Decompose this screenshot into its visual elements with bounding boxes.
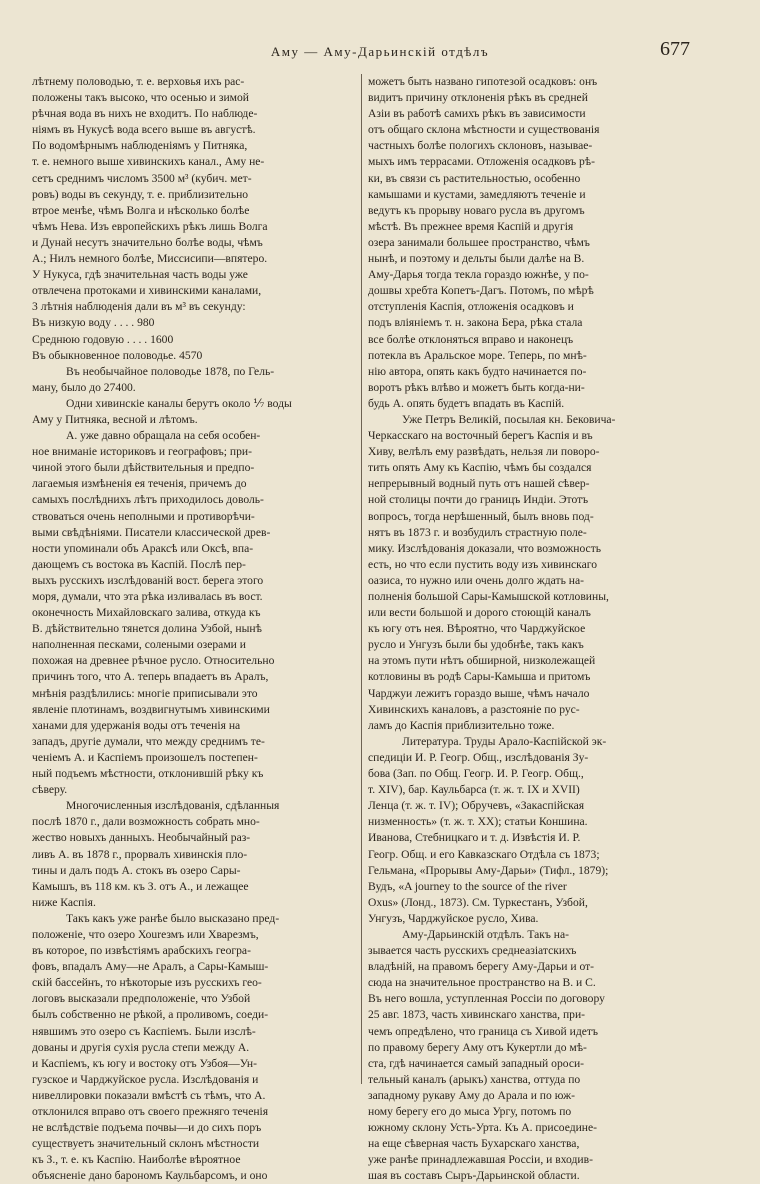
text-line: Аму-Дарьинскій отдѣлъ. Такъ на- [402, 927, 570, 941]
text-line: спедиціи И. Р. Геогр. Общ., изслѣдованія Зу- [368, 750, 589, 764]
text-line: сюда на значительное пространство на В. и С. [368, 976, 596, 990]
text-line: вопросъ, тогда нерѣшенный, былъ вновь под- [368, 509, 594, 523]
text-line: ламъ до Каспія приблизительно тоже. [368, 718, 555, 732]
text-line: Азіи въ работѣ самихъ рѣкъ въ зависимости [368, 107, 586, 121]
text-line: по правому берегу Аму отъ Кукертли до мѣ- [368, 1040, 587, 1054]
text-line: Въ низкую воду . . . . 980 [32, 316, 155, 330]
text-line: ствоваться очень неполными и противорѣчи- [32, 509, 255, 523]
text-line: явленіе плотинамъ, воздвигнутымъ хивинскими [32, 702, 270, 716]
text-line: Чарджуи лежитъ гораздо выше, чѣмъ начало [368, 686, 590, 700]
text-line: Многочисленныя изслѣдованія, сдѣланныя [66, 799, 280, 813]
text-line: воротъ рѣкъ влѣво и можетъ быть когда-ни- [368, 380, 585, 394]
text-line: ности упоминали объ Араксѣ или Оксѣ, впа- [32, 541, 254, 555]
text-line: ведутъ къ прорыву новаго русла въ другомъ [368, 203, 585, 217]
text-line: мику. Изслѣдованія доказали, что возможность [368, 541, 602, 555]
text-line: т. е. немного выше хивинскихъ канал., Аму не- [32, 155, 265, 169]
text-line: По водомѣрнымъ наблюденіямъ у Питняка, [32, 139, 248, 153]
text-line: нынѣ, и поэтому и дельты были далѣе на В. [368, 252, 585, 266]
text-line: дошвы хребта Копетъ-Дагъ. Потомъ, по мѣрѣ [368, 284, 594, 298]
text-line: мѣстѣ. Въ прежнее время Каспій и другія [368, 219, 574, 233]
text-line: Камышъ, въ 118 км. къ З. отъ А., и лежащее [32, 879, 249, 893]
text-line: отступленія Каспія, отложенія осадковъ и [368, 300, 574, 314]
text-line: 25 авг. 1873, часть хивинскаго ханства, при- [368, 1008, 586, 1022]
text-line: Одни хивинскіе каналы берутъ около ⅐ воды [66, 396, 292, 410]
text-line: Вудъ, «A journey to the source of the river [368, 879, 567, 893]
text-line: Аму у Питняка, весной и лѣтомъ. [32, 412, 198, 426]
text-line: русло и Унгузъ были бы удобнѣе, такъ какъ [368, 638, 584, 652]
text-line: выхъ русскихъ изслѣдованій вост. берега этого [32, 573, 264, 587]
text-line: В. дѣйствительно тянется долина Узбой, нынѣ [32, 622, 262, 636]
text-line: уже ранѣе принадлежавшая Россіи, и входив- [368, 1153, 593, 1167]
text-line: камышами и кустами, замедляютъ теченіе и [368, 187, 586, 201]
text-line: въ которое, по извѣстіямъ арабскихъ геогра- [32, 944, 251, 958]
text-line: или вести большой и дорого стоющій каналъ [368, 606, 591, 620]
text-line: чиной этого были дѣйствительныя и предпо- [32, 461, 255, 475]
text-line: похожая на древнее рѣчное русло. Относительно [32, 654, 275, 668]
text-line: причинъ того, что А. теперь впадаетъ въ Аралъ, [32, 670, 269, 684]
text-line: существуетъ значительный склонъ мѣстности [32, 1137, 260, 1151]
text-line: отъ общаго склона мѣстности и существованія [368, 123, 600, 137]
text-line: есть, но что если пустить воду изъ хивинскаго [368, 557, 598, 571]
text-line: ніямъ въ Нукусѣ вода всего выше въ августѣ. [32, 123, 256, 137]
text-line: Въ обыкновенное половодье. 4570 [32, 348, 203, 362]
text-line: ханами для удержанія воды отъ теченія на [32, 718, 241, 732]
running-header [40, 38, 720, 64]
text-line: нявшимъ это озеро съ Каспіемъ. Были изслѣ- [32, 1024, 256, 1038]
column-divider [361, 74, 362, 1084]
text-line: къ югу отъ нея. Вѣроятно, что Чарджуйское [368, 622, 586, 636]
text-line: Унгузъ, Чарджуйское русло, Хива. [368, 911, 539, 925]
text-line: и Дунай несутъ значительно болѣе воды, чѣмъ [32, 235, 263, 249]
text-line: наполненная песками, солеными озерами и [32, 638, 246, 652]
text-line: Геогр. Общ. и его Кавказскаго Отдѣла съ 1873; [368, 847, 600, 861]
page-number: 677 [660, 38, 690, 60]
text-line: полненія большой Сары-Камышской котловины, [368, 590, 609, 603]
text-line: зывается часть русскихъ среднеазіатскихъ [368, 944, 577, 958]
text-line: лагаемыя измѣненія ея теченія, причемъ до [32, 477, 247, 491]
text-line: владѣній, на правомъ берегу Аму-Дарьи и от- [368, 960, 595, 974]
text-line: оазиса, то нужно или очень долго ждать на- [368, 573, 584, 587]
text-line: Иванова, Стебницкаго и т. д. Извѣстія И. Р. [368, 831, 581, 845]
text-line: шая въ составъ Сыръ-Дарьинской области. [368, 1169, 580, 1183]
text-line: лѣтнему половодью, т. е. верховья ихъ рас- [32, 75, 245, 88]
text-line: ному берегу его до мыса Ургу, потомъ по [368, 1105, 572, 1118]
text-line: былъ собственно не рѣкой, а проливомъ, соеди- [32, 1008, 269, 1022]
text-line: къ З., т. е. къ Каспію. Наиболѣе вѣроятное [32, 1153, 241, 1167]
text-line: сѣверу. [32, 783, 68, 797]
text-line: подъ вліяніемъ т. н. закона Бера, рѣка стала [368, 316, 583, 330]
text-line: логовъ высказали предположеніе, что Узбой [32, 992, 251, 1006]
text-line: Гельмана, «Прорывы Аму-Дарьи» (Тифл., 1879); [368, 863, 609, 877]
text-line: Ленца (т. ж. т. IV); Обручевъ, «Закаспійская [368, 799, 585, 813]
text-line: чѣмъ Нева. Изъ европейскихъ рѣкъ лишь Волга [32, 219, 268, 233]
text-line: оконечность Михайловскаго залива, откуда къ [32, 606, 261, 620]
text-line: Хивинскихъ каналовъ, а разстояніе по рус- [368, 702, 580, 716]
text-line: рѣчная вода въ нихъ не входитъ. По наблюде- [32, 107, 258, 121]
text-line: можетъ быть названо гипотезой осадковъ: онъ [368, 75, 598, 88]
text-line: мнѣнія раздѣлились: многіе приписывали это [32, 686, 258, 700]
text-line: ману, было до 27400. [32, 380, 136, 394]
text-line: дающемъ съ востока въ Каспій. Послѣ пер- [32, 557, 246, 571]
text-line: моря, думали, что эта рѣка изливалась въ вост. [32, 590, 263, 603]
text-line: Уже Петръ Великій, посылая кн. Бековича- [402, 412, 616, 426]
text-line: низменность» (т. ж. т. XX); статьи Коншина. [368, 815, 588, 829]
text-line: непрерывный водный путь отъ нашей сѣвер- [368, 477, 590, 491]
text-line: Oxus» (Лонд., 1873). См. Туркестанъ, Узбой, [368, 895, 588, 909]
text-line: Такъ какъ уже ранѣе было высказано пред- [66, 911, 280, 925]
text-line: сетъ среднимъ числомъ 3500 м³ (кубич. мет- [32, 171, 252, 185]
text-line: жество новыхъ данныхъ. Необычайный раз- [32, 831, 251, 845]
text-line: ки, въ связи съ растительностью, особенно [368, 171, 581, 185]
text-line: Въ него вошла, уступленная Россіи по договору [368, 992, 605, 1006]
text-line: тины и далъ подъ А. стокъ въ озеро Сары- [32, 863, 241, 877]
text-line: фовъ, впадалъ Аму—не Аралъ, а Сары-Камыш- [32, 960, 269, 974]
text-line: дованы и другія сухія русла степи между А. [32, 1040, 250, 1054]
text-line: Среднюю годовую . . . . 1600 [32, 332, 174, 346]
text-line: объясненіе дано барономъ Каульбарсомъ, и оно [32, 1169, 268, 1183]
text-line: будь А. опять будетъ впадать въ Каспій. [368, 396, 565, 410]
text-line: Литература. Труды Арало-Каспійской эк- [402, 734, 607, 748]
text-line: Въ необычайное половодье 1878, по Гель- [66, 364, 275, 378]
text-line: выми свѣдѣніями. Писатели классической древ- [32, 525, 271, 539]
text-line: на этомъ пути нѣтъ обширной, низколежащей [368, 654, 596, 668]
text-line: тельный каналъ (арыкъ) ханства, оттуда по [368, 1072, 581, 1086]
text-line: нятъ въ 1873 г. и возбудилъ страстную поле- [368, 525, 587, 539]
text-line: ровъ) воды въ секунду, т. е. приблизительно [32, 187, 249, 201]
text-line: частныхъ болѣе пологихъ склоновъ, называе- [368, 139, 593, 153]
text-line: Аму-Дарья тогда текла гораздо южнѣе, у по- [368, 268, 589, 282]
text-line: ный подъемъ мѣстности, отклонившій рѣку къ [32, 767, 264, 781]
text-line: У Нукуса, гдѣ значительная часть воды уже [32, 268, 248, 282]
right-column [368, 74, 691, 1184]
text-line: ченіемъ А. и Каспіемъ произошелъ постепен- [32, 750, 258, 764]
text-line: все болѣе отклоняться вправо и наконецъ [368, 332, 574, 346]
text-line: бова (Зап. по Общ. Геогр. И. Р. Геогр. Общ., [368, 767, 584, 781]
text-line: потекла въ Аральское море. Теперь, по мнѣ- [368, 348, 587, 362]
text-line: положеніе, что озеро Хоurезмъ или Хварезмъ, [32, 927, 259, 941]
text-line: А. уже давно обращала на себя особен- [66, 429, 261, 443]
text-line: отвлечена протоками и хивинскими каналами, [32, 284, 262, 298]
text-line: т. XIV), бар. Каульбарса (т. ж. т. IX и XVII) [368, 783, 580, 797]
text-line: ниже Каспія. [32, 895, 96, 909]
text-line: южному склону Усть-Урта. Къ А. присоедине- [368, 1121, 598, 1135]
text-line: Черкасскаго на восточный берегъ Каспія и въ [368, 429, 593, 443]
text-line: втрое менѣе, чѣмъ Волга и нѣсколько болѣе [32, 203, 250, 217]
text-line: видитъ причину отклоненія рѣкъ въ средней [368, 91, 588, 105]
text-line: отклонился вправо отъ своего прежняго теченія [32, 1105, 269, 1118]
text-line: на еще сѣверная часть Бухарскаго ханства, [368, 1137, 580, 1151]
text-line: ста, гдѣ начинается самый западный ороси- [368, 1056, 585, 1070]
left-column [32, 74, 355, 1184]
text-line: озера занимали большее пространство, чѣмъ [368, 235, 590, 249]
text-line: А.; Нилъ немного болѣе, Миссисипи—впятеро. [32, 252, 268, 266]
text-line: нію автора, опять какъ будто начинается по- [368, 364, 587, 378]
text-line: ной столицы почти до границъ Индіи. Этотъ [368, 493, 589, 507]
header-title: Аму — Аму-Дарьинскій отдѣлъ [270, 44, 490, 59]
text-line: Хиву, велѣлъ ему развѣдать, нельзя ли поворо- [368, 445, 600, 459]
text-line: положены такъ высоко, что осенью и зимой [32, 91, 249, 105]
text-line: чемъ опредѣлено, что граница съ Хивой идетъ [368, 1024, 598, 1038]
text-line: самыхъ послѣднихъ лѣтъ приходилось доволь- [32, 493, 264, 507]
text-line: послѣ 1870 г., дали возможность собрать мно- [32, 815, 260, 829]
text-line: и Каспіемъ, къ югу и востоку отъ Узбоя—Ун- [32, 1056, 257, 1070]
text-line: ливъ А. въ 1878 г., прорвалъ хивинскія пло- [32, 847, 248, 861]
text-line: гузское и Чарджуйское русла. Изслѣдованія и [32, 1072, 259, 1086]
text-line: западъ, другіе думали, что между среднимъ те- [32, 734, 265, 748]
text-line: мыхъ имъ террасами. Отложенія осадковъ рѣ- [368, 155, 595, 169]
text-line: ное вниманіе историковъ и географовъ; при- [32, 445, 252, 459]
text-line: котловины въ родѣ Сары-Камыша и притомъ [368, 670, 591, 684]
text-line: тить опять Аму къ Каспію, чѣмъ бы создался [368, 461, 592, 475]
text-line: западному рукаву Аму до Арала и по юж- [368, 1088, 575, 1102]
text-line: нивеллировки показали вмѣстѣ съ тѣмъ, что А. [32, 1088, 266, 1102]
text-line: 3 лѣтнія наблюденія дали въ м³ въ секунду: [32, 300, 246, 314]
text-line: не вслѣдствіе подъема почвы—и до сихъ поръ [32, 1121, 262, 1135]
text-line: скій бассейнъ, то нѣкоторые изъ русскихъ гео- [32, 976, 262, 990]
